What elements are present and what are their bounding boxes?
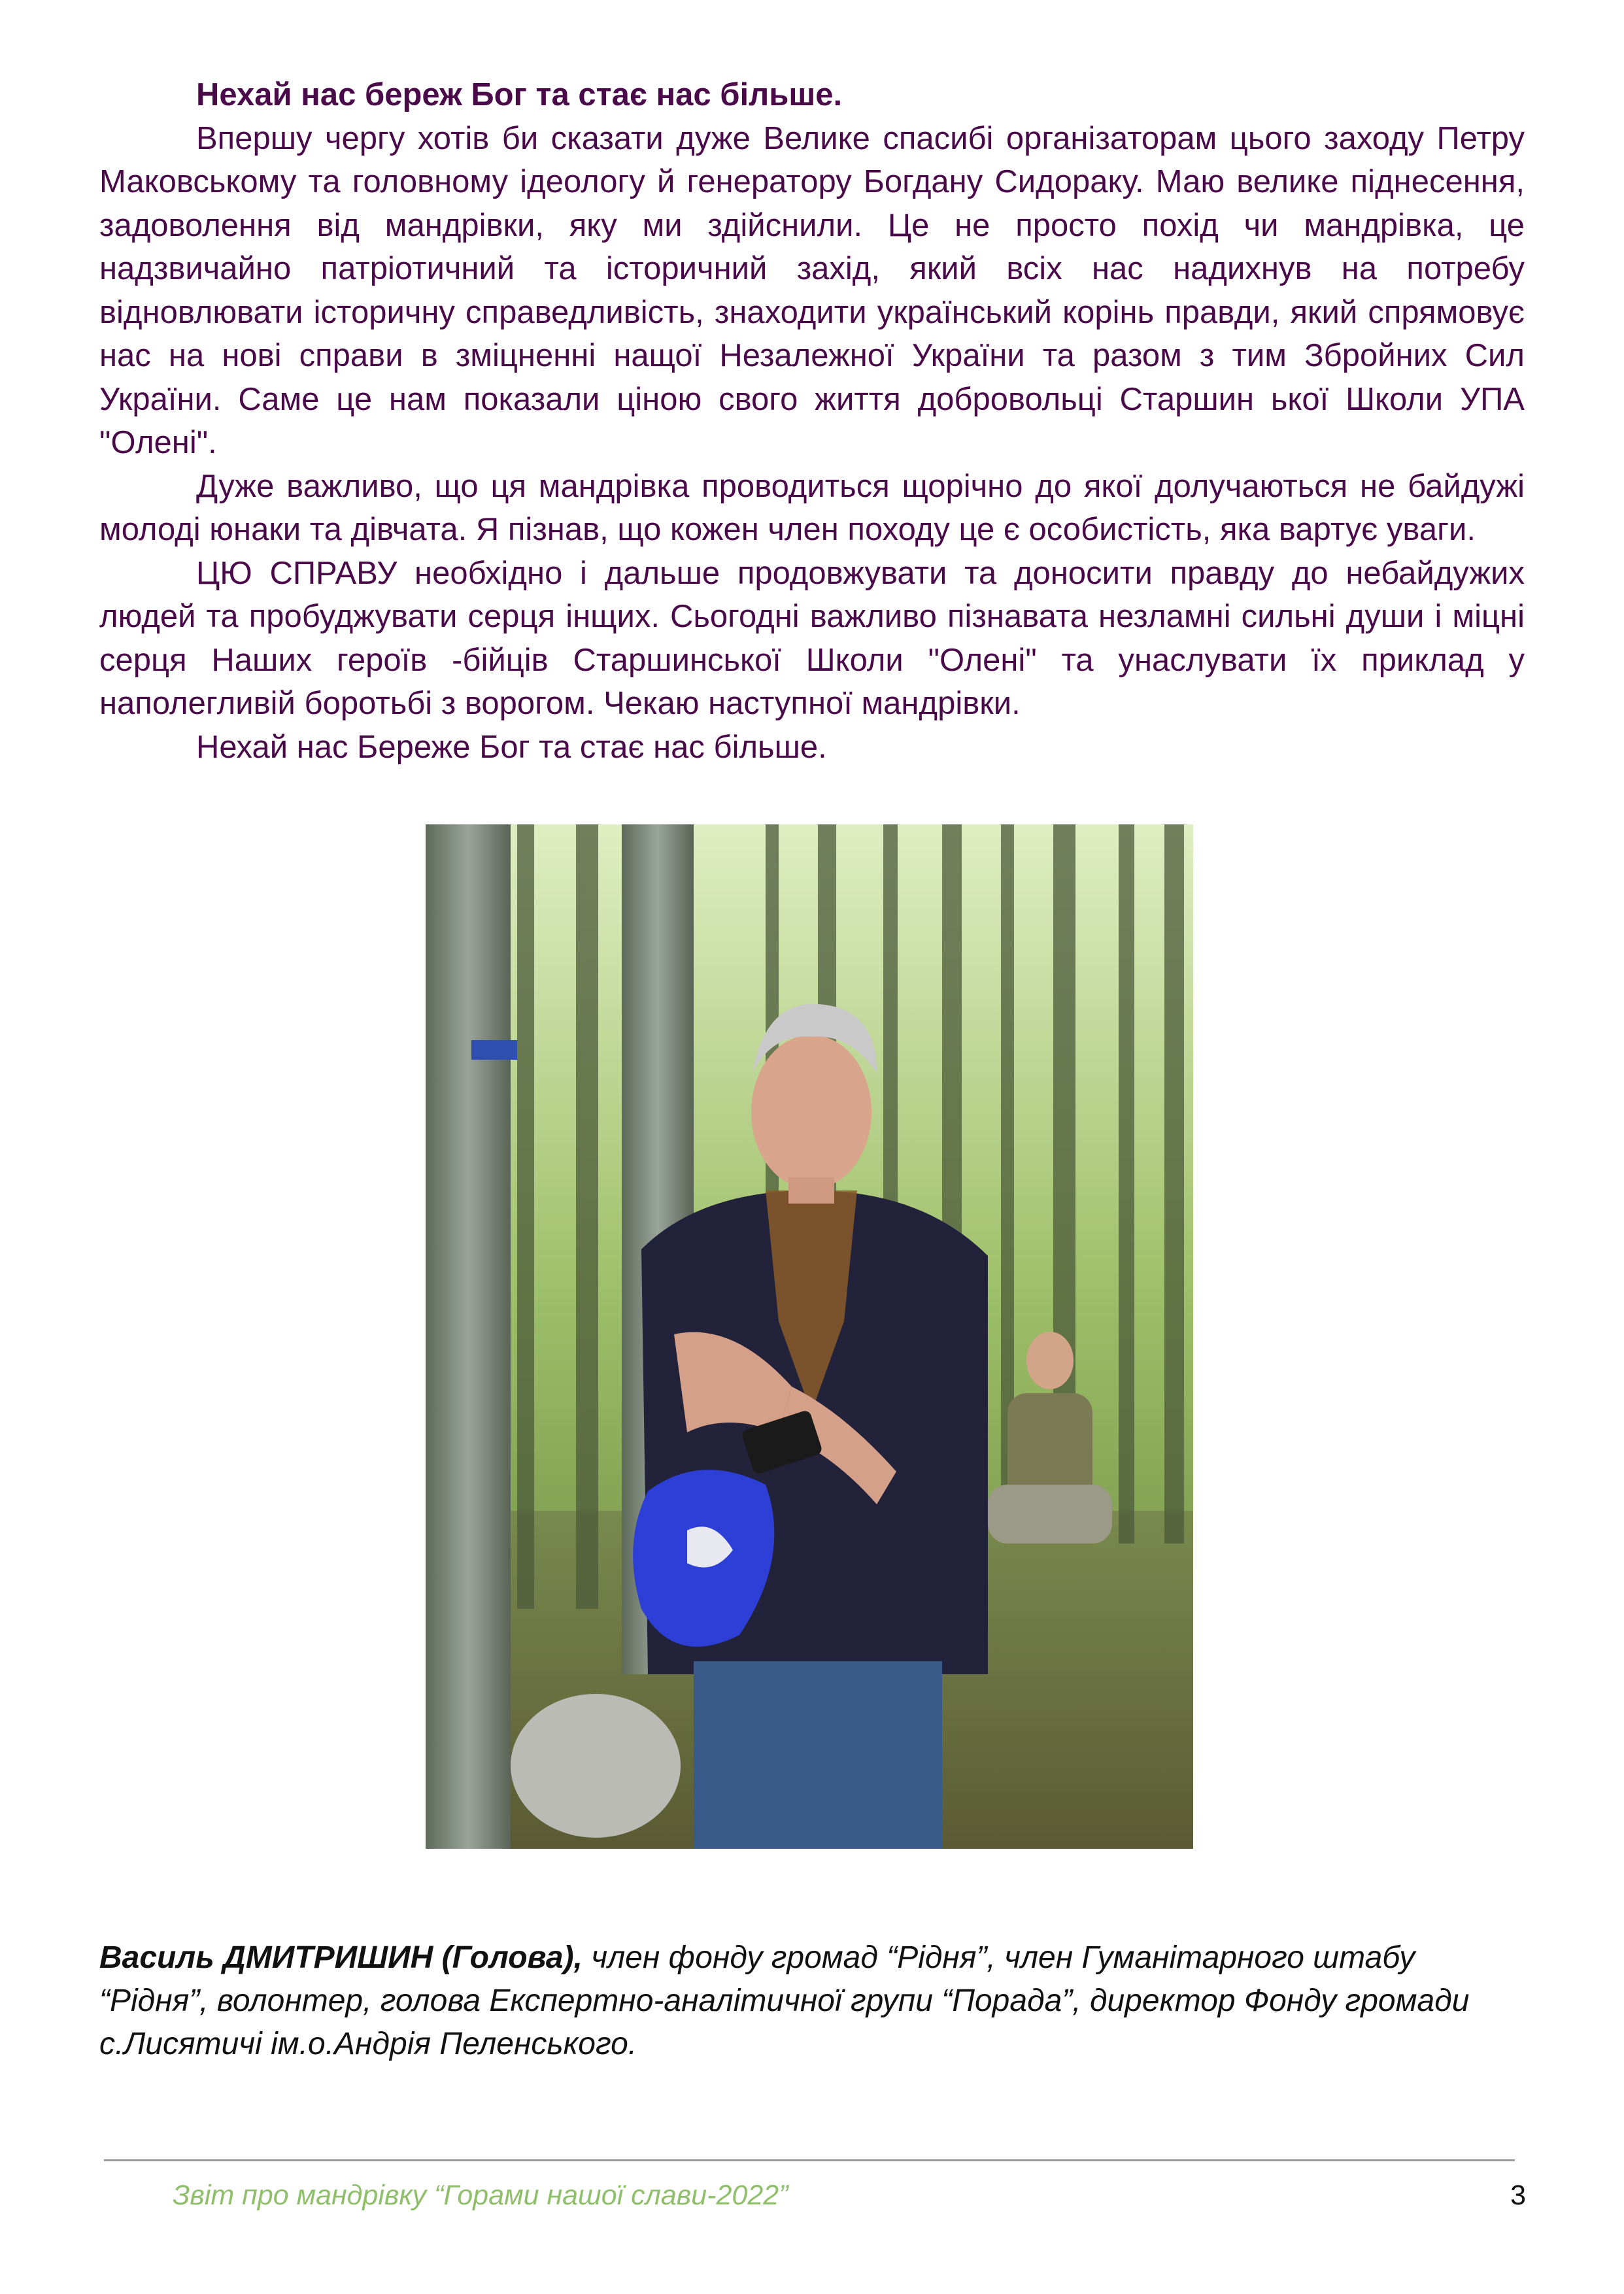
forest-portrait-photo: [426, 824, 1193, 1849]
paragraph: Нехай нас Береже Бог та стає нас більше.: [196, 729, 827, 765]
footer-divider: [104, 2159, 1515, 2161]
paragraph: Дуже важливо, що ця мандрівка проводиться щорічно до якої долучаються не байдужі молоді юнаки та дівчата. Я пізнав, що кожен член походу це є особистість, яка вартує уваги.: [99, 468, 1525, 547]
paragraph: Впершу чергу хотів би сказати дуже Велике спасибі організаторам цього заходу Петру Маковському та головному ідеологу й генератору Богдану Сидораку. Маю велике піднесення, задоволення від мандрівки, яку ми здійснили. Це не просто похід чи мандрівка, це надзвичайно патріотичний та історичний захід, який всіх нас надихнув на потребу відновлювати історичну справедливість, знаходити український корінь правди, який спрямовує нас на нові справи в зміцненні нащої Незалежної України та разом з тим Збройних Сил України. Саме це нам показали ціною свого життя добровольці Старшин ької Школи УПА "Олені".: [99, 120, 1525, 460]
caption-name: Василь ДМИТРИШИН (Голова),: [99, 1940, 583, 1975]
article-heading: Нехай нас береж Бог та стає нас більше.: [196, 77, 843, 112]
paragraph: ЦЮ СПРАВУ необхідно і дальше продовжувати та доносити правду до небайдужих людей та пробуджувати серця інщих. Сьогодні важливо пізнавата незламні сильні души і міцні серця Наших героїв -бійців Старшинської Школи "Олені" та унаслувати їх приклад у наполегливій боротьбі з ворогом. Чекаю наступної мандрівки.: [99, 555, 1525, 721]
caption-description: член фонду громад “Рідня”, член Гуманітарного штабу “Рідня”, волонтер, голова Експертно-аналітичної групи “Порада”, директор Фонду громади с.Лисятичі ім.о.Андрія Пеленського.: [99, 1940, 1470, 2061]
page-number: 3: [1510, 2180, 1526, 2211]
footer-title: Звіт про мандрівку “Горами нашої слави-2022”: [173, 2180, 788, 2211]
article-body: [99, 73, 1525, 769]
photo-caption: [99, 1936, 1525, 2066]
